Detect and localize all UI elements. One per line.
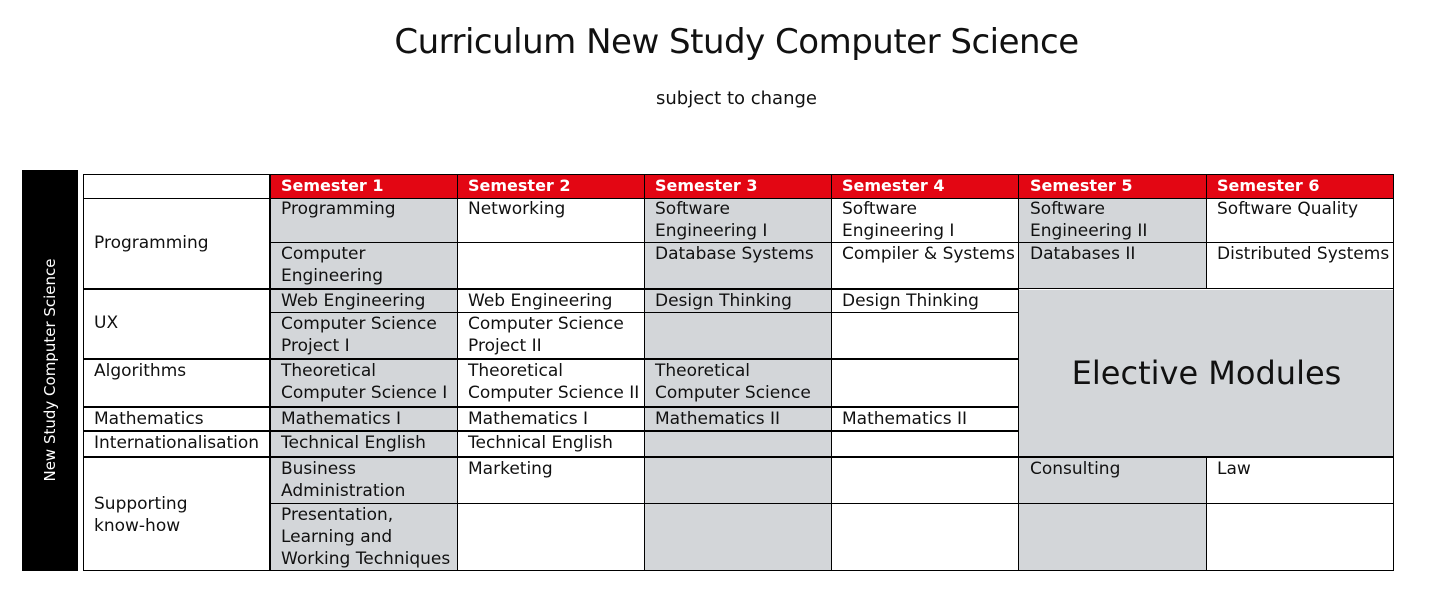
table-border <box>1393 174 1394 571</box>
grid-line <box>270 503 1394 504</box>
module-cell: Mathematics I <box>468 409 588 429</box>
module-cell: Technical English <box>270 432 457 456</box>
grid-line <box>83 198 1394 199</box>
module-cell: Web Engineering <box>468 291 613 311</box>
empty-cell <box>831 313 1019 358</box>
module-cell: Technical English <box>468 433 613 453</box>
page-subtitle: subject to change <box>656 88 817 109</box>
table-border <box>83 570 1394 571</box>
module-cell: Software Engineering I <box>842 199 955 241</box>
elective-modules-block: Elective Modules <box>1019 290 1394 456</box>
curriculum-table <box>83 174 1394 571</box>
side-label: New Study Computer Science <box>41 258 59 482</box>
module-cell: Databases II <box>1019 243 1206 288</box>
table-border <box>83 174 1394 175</box>
module-cell: Presentation, Learning and Working Techniques <box>270 504 457 571</box>
module-cell: Software Quality <box>1217 199 1359 219</box>
module-cell: Networking <box>468 199 566 219</box>
empty-cell <box>831 458 1019 503</box>
grid-line <box>1018 174 1019 571</box>
module-cell: Distributed Systems <box>1217 244 1390 264</box>
empty-cell <box>1206 504 1394 571</box>
module-cell: Computer Engineering <box>270 243 457 288</box>
grid-line <box>83 358 1019 360</box>
empty-cell <box>831 432 1019 456</box>
module-cell: Business Administration <box>270 458 457 503</box>
grid-line <box>644 174 645 571</box>
module-cell: Software Engineering I <box>644 198 831 242</box>
header-corner-cell <box>83 174 270 198</box>
module-cell: Web Engineering <box>270 290 457 312</box>
module-cell: Theoretical Computer Science II <box>468 361 640 403</box>
table-border <box>83 174 84 571</box>
module-cell: Mathematics I <box>270 408 457 430</box>
module-cell: Theoretical Computer Science <box>644 360 831 406</box>
grid-line <box>270 242 1394 243</box>
grid-line <box>269 174 271 571</box>
module-cell: Programming <box>270 198 457 242</box>
grid-line <box>457 174 458 571</box>
module-cell: Design Thinking <box>842 291 979 311</box>
empty-cell <box>644 504 831 571</box>
header-semester-2: Semester 2 <box>457 174 644 198</box>
empty-cell <box>457 243 644 288</box>
module-cell: Marketing <box>468 459 553 479</box>
module-cell: Mathematics II <box>644 408 831 430</box>
header-semester-3: Semester 3 <box>644 174 831 198</box>
module-cell: Compiler & Systems <box>842 244 1015 264</box>
module-cell: Computer Science Project I <box>270 313 457 358</box>
row-label-internationalisation: Internationalisation <box>94 433 260 453</box>
empty-cell <box>1019 504 1206 571</box>
module-cell: Consulting <box>1019 458 1206 503</box>
grid-line <box>83 456 1394 458</box>
empty-cell <box>831 504 1019 571</box>
empty-cell <box>644 313 831 358</box>
grid-line <box>831 174 832 571</box>
empty-cell <box>644 432 831 456</box>
module-cell: Database Systems <box>644 243 831 288</box>
grid-line <box>1206 174 1207 289</box>
row-label-mathematics: Mathematics <box>94 409 204 429</box>
row-label-ux: UX <box>94 313 119 333</box>
grid-line <box>83 288 1019 290</box>
page-title: Curriculum New Study Computer Science <box>394 22 1079 62</box>
module-cell: Design Thinking <box>644 290 831 312</box>
module-cell: Computer Science Project II <box>468 314 624 356</box>
header-semester-4: Semester 4 <box>831 174 1019 198</box>
grid-line <box>83 406 1019 408</box>
empty-cell <box>831 360 1019 406</box>
module-cell: Theoretical Computer Science I <box>270 360 457 406</box>
header-semester-1: Semester 1 <box>270 174 457 198</box>
grid-line <box>1206 456 1207 571</box>
header-semester-5: Semester 5 <box>1019 174 1206 198</box>
empty-cell <box>644 458 831 503</box>
empty-cell <box>457 504 644 571</box>
grid-line <box>83 430 1019 432</box>
module-cell: Mathematics II <box>842 409 967 429</box>
header-semester-6: Semester 6 <box>1206 174 1394 198</box>
module-cell: Law <box>1217 459 1251 479</box>
row-label-supporting: Supporting know-how <box>94 493 188 536</box>
module-cell: Software Engineering II <box>1019 198 1206 242</box>
row-label-programming: Programming <box>94 233 209 253</box>
row-label-algorithms: Algorithms <box>94 361 187 381</box>
